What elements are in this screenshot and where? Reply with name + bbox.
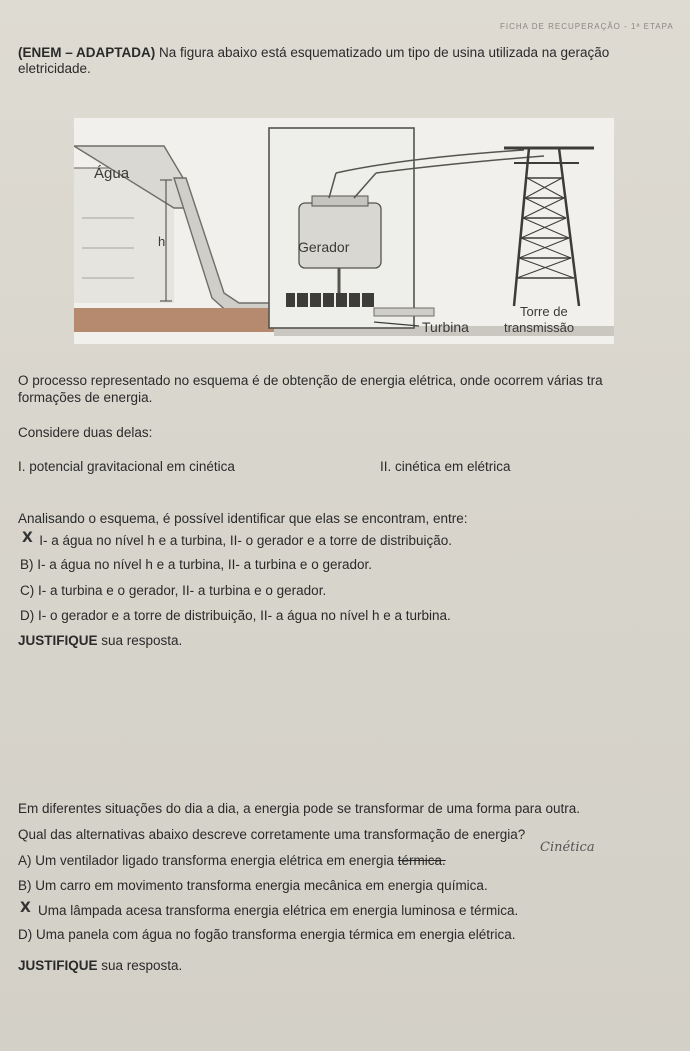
justifique-label: JUSTIFIQUE — [18, 958, 98, 973]
question1-prompt: Analisando o esquema, é possível identificar que elas se encontram, entre: — [18, 511, 468, 526]
question2-option-b[interactable] — [18, 878, 488, 893]
hydro-plant-diagram — [74, 118, 614, 344]
justifique-rest: sua resposta. — [97, 633, 183, 648]
option-letter: D) — [18, 927, 33, 942]
question1-option-b[interactable] — [20, 557, 372, 572]
question2-option-d[interactable] — [18, 927, 516, 942]
option-text: I- a água no nível h e a turbina, II- a turbina e o gerador. — [37, 557, 372, 572]
option-letter: B) — [20, 557, 34, 572]
question1-option-c[interactable] — [20, 583, 326, 598]
answer-mark-q1: X — [22, 530, 33, 546]
option-text: I- a água no nível h e a turbina, II- o gerador e a torre de distribuição. — [39, 533, 453, 548]
option-text: Um ventilador ligado transforma energia elétrica em energia — [35, 853, 398, 868]
question1-item1: I. potencial gravitacional em cinética — [18, 459, 235, 474]
question1-title — [18, 45, 690, 77]
label-turbina: Turbina — [422, 319, 469, 335]
label-torre-line1: Torre de — [520, 304, 568, 319]
question2-option-c[interactable] — [20, 903, 518, 918]
question1-source: (ENEM – ADAPTADA) — [18, 45, 156, 60]
question1-option-d[interactable] — [20, 608, 451, 623]
option-text: Uma panela com água no fogão transforma energia térmica em energia elétrica. — [36, 927, 516, 942]
justifique-label: JUSTIFIQUE — [18, 633, 98, 648]
option-text: Uma lâmpada acesa transforma energia elétrica em energia luminosa e térmica. — [38, 903, 519, 918]
question2-prompt: Qual das alternativas abaixo descreve corretamente uma transformação de energia? — [18, 827, 526, 842]
option-letter: C) — [20, 583, 35, 598]
ground-earth — [74, 308, 274, 332]
option-text: I- a turbina e o gerador, II- a turbina e o gerador. — [38, 583, 327, 598]
question1-considere: Considere duas delas: — [18, 425, 153, 440]
option-letter: A) — [18, 853, 32, 868]
label-h: h — [158, 234, 166, 249]
label-agua: Água — [94, 165, 130, 182]
question1-item2: II. cinética em elétrica — [380, 459, 511, 474]
question1-intro-line1: O processo representado no esquema é de obtenção de energia elétrica, onde ocorrem várias tra — [18, 373, 603, 388]
generator-body — [299, 203, 381, 268]
question1-option-a[interactable] — [22, 533, 452, 548]
justifique-rest: sua resposta. — [97, 958, 183, 973]
struck-word: térmica. — [397, 853, 446, 868]
question2-justifique — [18, 957, 182, 974]
option-letter: B) — [18, 878, 32, 893]
option-letter: D) — [20, 608, 35, 623]
label-gerador: Gerador — [298, 239, 350, 255]
outflow-channel — [374, 308, 434, 316]
question2-intro: Em diferentes situações do dia a dia, a energia pode se transformar de uma forma para outra. — [18, 801, 581, 816]
handwritten-note: Cinética — [540, 840, 595, 855]
generator-cap — [312, 196, 368, 206]
question1-justifique — [18, 632, 182, 649]
question1-title-line2: eletricidade. — [18, 61, 91, 76]
option-text: I- o gerador e a torre de distribuição, II- a água no nível h e a turbina. — [38, 608, 451, 623]
question1-intro-line2: formações de energia. — [18, 390, 153, 405]
answer-mark-q2: X — [20, 900, 31, 916]
header-note: FICHA DE RECUPERAÇÃO - 1ª ETAPA — [500, 22, 674, 31]
question2-option-a[interactable] — [18, 853, 446, 868]
question1-title-text: Na figura abaixo está esquematizado um tipo de usina utilizada na geração — [155, 45, 610, 60]
option-text: Um carro em movimento transforma energia mecânica em energia química. — [35, 878, 488, 893]
label-torre-line2: transmissão — [504, 320, 575, 335]
